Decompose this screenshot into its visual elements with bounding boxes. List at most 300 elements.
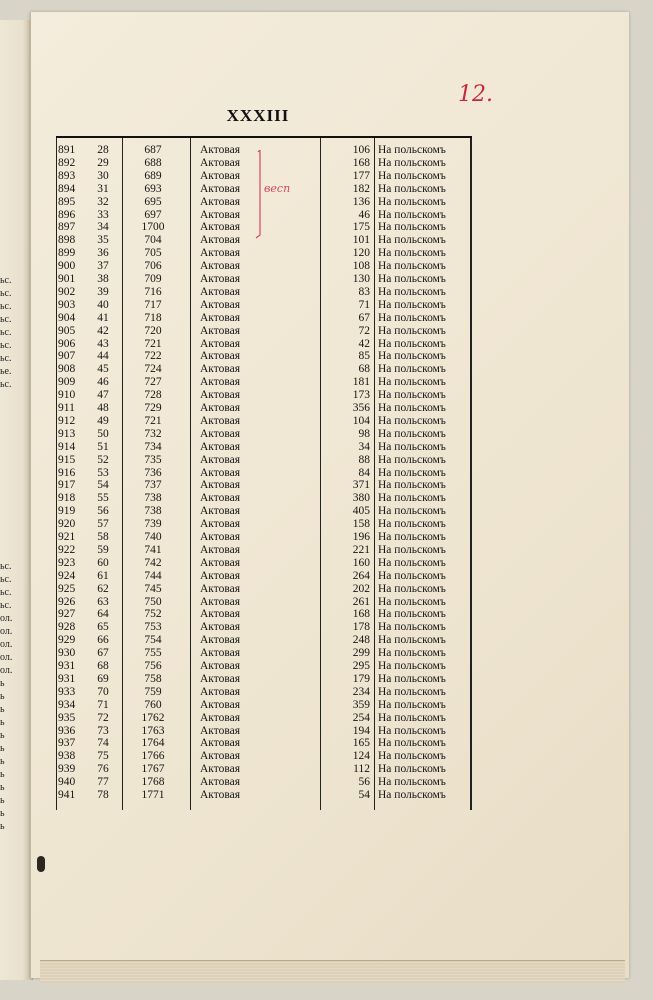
document-number-cell: 758 <box>144 672 162 685</box>
document-type-cell: Актовая <box>200 273 241 285</box>
table-row <box>56 750 472 763</box>
table-row <box>56 170 472 183</box>
entry-number-cell: 912 <box>58 414 76 427</box>
entry-number-cell: 929 <box>58 634 76 647</box>
item-number-cell: 29 <box>97 156 109 169</box>
language-cell: На польскомъ <box>378 711 446 724</box>
left-page-fragment: ь <box>0 782 5 793</box>
item-number-cell: 59 <box>97 543 109 556</box>
item-number-cell: 36 <box>97 247 109 260</box>
language-cell: На польскомъ <box>378 182 446 195</box>
language-cell: На польскомъ <box>378 492 446 505</box>
page-count-cell: 254 <box>352 711 370 724</box>
document-number-cell: 695 <box>144 195 162 208</box>
document-type-cell: Актовая <box>200 156 241 169</box>
page-count-cell: 120 <box>352 247 370 260</box>
document-number-cell: 729 <box>144 402 162 414</box>
item-number-cell: 71 <box>97 698 109 711</box>
item-number-cell: 65 <box>97 621 109 634</box>
document-type-cell: Актовая <box>200 144 241 156</box>
table-row <box>56 144 472 157</box>
document-number-cell: 721 <box>144 337 162 350</box>
document-type-cell: Актовая <box>200 698 241 711</box>
language-cell: На польскомъ <box>378 350 446 363</box>
item-number-cell: 68 <box>97 660 109 672</box>
page-count-cell: 371 <box>352 479 370 492</box>
language-cell: На польскомъ <box>378 298 446 311</box>
document-type-cell: Актовая <box>200 492 241 505</box>
entry-number-cell: 935 <box>58 711 76 724</box>
document-type-cell: Актовая <box>200 789 241 801</box>
document-type-cell: Актовая <box>200 376 241 389</box>
table-row <box>56 350 472 363</box>
document-number-cell: 1762 <box>141 711 165 724</box>
entry-number-cell: 937 <box>58 737 76 750</box>
page-count-cell: 42 <box>358 337 370 350</box>
entry-number-cell: 903 <box>58 298 76 311</box>
table-row <box>56 505 472 518</box>
document-type-cell: Актовая <box>200 634 241 647</box>
page-count-cell: 234 <box>352 685 370 698</box>
page-count-cell: 248 <box>352 634 370 647</box>
document-type-cell: Актовая <box>200 660 241 672</box>
entry-number-cell: 898 <box>58 234 76 247</box>
document-number-cell: 745 <box>144 582 162 595</box>
item-number-cell: 39 <box>97 285 109 298</box>
left-page-fragment: ь <box>0 704 5 715</box>
entry-number-cell: 902 <box>58 285 76 298</box>
left-page-fragment: ьс. <box>0 353 12 364</box>
entry-number-cell: 891 <box>58 144 76 156</box>
document-number-cell: 739 <box>144 518 162 531</box>
entry-number-cell: 938 <box>58 750 76 763</box>
document-number-cell: 709 <box>144 273 162 285</box>
left-page-fragment: ь <box>0 743 5 754</box>
table-row <box>56 647 472 660</box>
entry-number-cell: 904 <box>58 311 76 324</box>
left-page-fragment <box>0 521 14 534</box>
page-count-cell: 202 <box>352 582 370 595</box>
document-type-cell: Актовая <box>200 518 241 531</box>
page-count-cell: 71 <box>358 298 370 311</box>
page-count-cell: 165 <box>352 737 370 750</box>
document-number-cell: 742 <box>144 556 162 569</box>
language-cell: На польскомъ <box>378 156 446 169</box>
document-type-cell: Актовая <box>200 389 241 402</box>
document-type-cell: Актовая <box>200 324 241 337</box>
item-number-cell: 77 <box>97 776 109 789</box>
table-row <box>56 286 472 299</box>
table-row <box>56 389 472 402</box>
table-row <box>56 544 472 557</box>
left-page-fragment <box>0 508 14 521</box>
language-cell: На польскомъ <box>378 144 446 156</box>
entry-number-cell: 933 <box>58 685 76 698</box>
language-cell: На польскомъ <box>378 569 446 582</box>
table-row <box>56 454 472 467</box>
item-number-cell: 70 <box>97 685 109 698</box>
item-number-cell: 31 <box>97 182 109 195</box>
page-count-cell: 104 <box>352 414 370 427</box>
document-number-cell: 720 <box>144 324 162 337</box>
table-row <box>56 789 472 802</box>
entry-number-cell: 893 <box>58 169 76 182</box>
item-number-cell: 30 <box>97 169 109 182</box>
folio-annotation: 12. <box>458 82 493 107</box>
left-page-fragment <box>0 482 14 495</box>
page-count-cell: 356 <box>352 402 370 414</box>
language-cell: На польскомъ <box>378 260 446 273</box>
document-number-cell: 706 <box>144 260 162 273</box>
page-count-cell: 85 <box>358 350 370 363</box>
table-row <box>56 299 472 312</box>
margin-annotation-text: весn <box>264 182 290 195</box>
page-count-cell: 380 <box>352 492 370 505</box>
table-row <box>56 763 472 776</box>
entry-number-cell: 917 <box>58 479 76 492</box>
left-page-fragment <box>0 456 14 469</box>
entry-number-cell: 941 <box>58 789 76 801</box>
left-page-fragment: ьс. <box>0 275 12 286</box>
register-table <box>56 136 472 810</box>
document-type-cell: Актовая <box>200 285 241 298</box>
document-number-cell: 1763 <box>141 724 165 737</box>
left-page-fragment: ьс. <box>0 314 12 325</box>
document-number-cell: 756 <box>144 660 162 672</box>
table-row <box>56 428 472 441</box>
entry-number-cell: 931 <box>58 672 76 685</box>
item-number-cell: 54 <box>97 479 109 492</box>
document-number-cell: 689 <box>144 169 162 182</box>
page-count-cell: 106 <box>352 144 370 156</box>
entry-number-cell: 892 <box>58 156 76 169</box>
page-count-cell: 54 <box>358 789 370 801</box>
entry-number-cell: 919 <box>58 505 76 518</box>
document-type-cell: Актовая <box>200 543 241 556</box>
left-page-fragment: ьс. <box>0 301 12 312</box>
page-count-cell: 179 <box>352 672 370 685</box>
item-number-cell: 42 <box>97 324 109 337</box>
table-row <box>56 157 472 170</box>
item-number-cell: 50 <box>97 427 109 440</box>
document-type-cell: Актовая <box>200 763 241 776</box>
entry-number-cell: 934 <box>58 698 76 711</box>
language-cell: На польскомъ <box>378 195 446 208</box>
table-row <box>56 608 472 621</box>
item-number-cell: 51 <box>97 440 109 453</box>
language-cell: На польскомъ <box>378 169 446 182</box>
item-number-cell: 46 <box>97 376 109 389</box>
item-number-cell: 73 <box>97 724 109 737</box>
language-cell: На польскомъ <box>378 518 446 531</box>
item-number-cell: 44 <box>97 350 109 363</box>
document-type-cell: Актовая <box>200 402 241 414</box>
page-count-cell: 160 <box>352 556 370 569</box>
item-number-cell: 41 <box>97 311 109 324</box>
language-cell: На польскомъ <box>378 789 446 801</box>
left-page-fragment <box>0 430 14 443</box>
item-number-cell: 74 <box>97 737 109 750</box>
language-cell: На польскомъ <box>378 672 446 685</box>
left-page-fragment: ол. <box>0 639 13 650</box>
document-number-cell: 718 <box>144 311 162 324</box>
item-number-cell: 64 <box>97 608 109 621</box>
document-number-cell: 740 <box>144 531 162 543</box>
page-count-cell: 108 <box>352 260 370 273</box>
table-row <box>56 570 472 583</box>
left-page-fragment: ь <box>0 678 5 689</box>
document-type-cell: Актовая <box>200 414 241 427</box>
document-type-cell: Актовая <box>200 311 241 324</box>
document-number-cell: 687 <box>144 144 162 156</box>
item-number-cell: 28 <box>97 144 109 156</box>
document-number-cell: 741 <box>144 543 162 556</box>
language-cell: На польскомъ <box>378 531 446 543</box>
language-cell: На польскомъ <box>378 414 446 427</box>
document-number-cell: 705 <box>144 247 162 260</box>
item-number-cell: 58 <box>97 531 109 543</box>
binding-hole <box>37 856 45 872</box>
table-row <box>56 260 472 273</box>
table-row <box>56 583 472 596</box>
item-number-cell: 32 <box>97 195 109 208</box>
page-count-cell: 261 <box>352 595 370 608</box>
language-cell: На польскомъ <box>378 273 446 285</box>
language-cell: На польскомъ <box>378 582 446 595</box>
item-number-cell: 34 <box>97 221 109 234</box>
table-row <box>56 712 472 725</box>
language-cell: На польскомъ <box>378 453 446 466</box>
item-number-cell: 43 <box>97 337 109 350</box>
left-page-fragment: ь <box>0 808 5 819</box>
language-cell: На польскомъ <box>378 505 446 518</box>
left-page-fragment: ьс. <box>0 561 12 572</box>
language-cell: На польскомъ <box>378 685 446 698</box>
entry-number-cell: 940 <box>58 776 76 789</box>
page-count-cell: 88 <box>358 453 370 466</box>
document-number-cell: 750 <box>144 595 162 608</box>
document-number-cell: 727 <box>144 376 162 389</box>
table-row <box>56 325 472 338</box>
item-number-cell: 76 <box>97 763 109 776</box>
page-count-cell: 158 <box>352 518 370 531</box>
left-page-fragment <box>0 443 14 456</box>
language-cell: На польскомъ <box>378 427 446 440</box>
page-count-cell: 34 <box>358 440 370 453</box>
page-count-cell: 295 <box>352 660 370 672</box>
page-count-cell: 68 <box>358 363 370 376</box>
table-row <box>56 338 472 351</box>
item-number-cell: 38 <box>97 273 109 285</box>
document-type-cell: Актовая <box>200 569 241 582</box>
entry-number-cell: 897 <box>58 221 76 234</box>
table-row <box>56 415 472 428</box>
table-row <box>56 441 472 454</box>
table-row <box>56 402 472 415</box>
document-type-cell: Актовая <box>200 195 241 208</box>
language-cell: На польскомъ <box>378 647 446 660</box>
item-number-cell: 52 <box>97 453 109 466</box>
left-page-fragment: ьс. <box>0 587 12 598</box>
table-row <box>56 686 472 699</box>
left-page-fragment: ьс. <box>0 327 12 338</box>
language-cell: На польскомъ <box>378 376 446 389</box>
document-type-cell: Актовая <box>200 169 241 182</box>
page-count-cell: 83 <box>358 285 370 298</box>
document-number-cell: 716 <box>144 285 162 298</box>
table-row <box>56 660 472 673</box>
table-row <box>56 737 472 750</box>
table-row <box>56 621 472 634</box>
language-cell: На польскомъ <box>378 698 446 711</box>
entry-number-cell: 915 <box>58 453 76 466</box>
item-number-cell: 57 <box>97 518 109 531</box>
language-cell: На польскомъ <box>378 621 446 634</box>
language-cell: На польскомъ <box>378 466 446 479</box>
entry-number-cell: 908 <box>58 363 76 376</box>
left-page-fragment: ьс. <box>0 379 12 390</box>
table-row <box>56 518 472 531</box>
item-number-cell: 78 <box>97 789 109 801</box>
entry-number-cell: 901 <box>58 273 76 285</box>
page-count-cell: 175 <box>352 221 370 234</box>
document-type-cell: Актовая <box>200 711 241 724</box>
entry-number-cell: 931 <box>58 660 76 672</box>
page-heading: XXXIII <box>226 106 290 125</box>
document-type-cell: Актовая <box>200 427 241 440</box>
language-cell: На польскомъ <box>378 660 446 672</box>
document-type-cell: Актовая <box>200 221 241 234</box>
document-type-cell: Актовая <box>200 737 241 750</box>
left-page-fragment: ьс. <box>0 288 12 299</box>
entry-number-cell: 909 <box>58 376 76 389</box>
document-type-cell: Актовая <box>200 363 241 376</box>
entry-number-cell: 899 <box>58 247 76 260</box>
document-number-cell: 728 <box>144 389 162 402</box>
left-page-fragment <box>0 547 14 560</box>
document-number-cell: 744 <box>144 569 162 582</box>
page-count-cell: 196 <box>352 531 370 543</box>
document-number-cell: 753 <box>144 621 162 634</box>
left-page-edge <box>0 20 33 980</box>
entry-number-cell: 923 <box>58 556 76 569</box>
left-page-fragment: ь <box>0 821 5 832</box>
table-row <box>56 557 472 570</box>
item-number-cell: 48 <box>97 402 109 414</box>
page-count-cell: 124 <box>352 750 370 763</box>
left-page-fragment: ьс. <box>0 574 12 585</box>
document-type-cell: Актовая <box>200 608 241 621</box>
document-number-cell: 717 <box>144 298 162 311</box>
page-count-cell: 177 <box>352 169 370 182</box>
entry-number-cell: 900 <box>58 260 76 273</box>
page-count-cell: 168 <box>352 608 370 621</box>
entry-number-cell: 907 <box>58 350 76 363</box>
language-cell: На польскомъ <box>378 776 446 789</box>
page-count-cell: 67 <box>358 311 370 324</box>
page-count-cell: 359 <box>352 698 370 711</box>
entry-number-cell: 939 <box>58 763 76 776</box>
language-cell: На польскомъ <box>378 247 446 260</box>
document-type-cell: Актовая <box>200 298 241 311</box>
left-page-fragment: ол. <box>0 665 13 676</box>
page-count-cell: 173 <box>352 389 370 402</box>
document-type-cell: Актовая <box>200 724 241 737</box>
item-number-cell: 45 <box>97 363 109 376</box>
entry-number-cell: 921 <box>58 531 76 543</box>
document-type-cell: Актовая <box>200 208 241 221</box>
language-cell: На польскомъ <box>378 556 446 569</box>
document-number-cell: 724 <box>144 363 162 376</box>
document-number-cell: 737 <box>144 479 162 492</box>
language-cell: На польскомъ <box>378 440 446 453</box>
entry-number-cell: 920 <box>58 518 76 531</box>
document-number-cell: 1766 <box>141 750 165 763</box>
item-number-cell: 37 <box>97 260 109 273</box>
document-type-cell: Актовая <box>200 556 241 569</box>
entry-number-cell: 918 <box>58 492 76 505</box>
document-type-cell: Актовая <box>200 621 241 634</box>
left-page-fragment <box>0 495 14 508</box>
table-row <box>56 725 472 738</box>
page-count-cell: 405 <box>352 505 370 518</box>
left-page-fragment: ье. <box>0 366 12 377</box>
language-cell: На польскомъ <box>378 479 446 492</box>
document-number-cell: 704 <box>144 234 162 247</box>
item-number-cell: 61 <box>97 569 109 582</box>
document-number-cell: 1771 <box>141 789 165 801</box>
document-number-cell: 736 <box>144 466 162 479</box>
entry-number-cell: 914 <box>58 440 76 453</box>
page-count-cell: 178 <box>352 621 370 634</box>
table-row <box>56 699 472 712</box>
language-cell: На польскомъ <box>378 285 446 298</box>
page-count-cell: 98 <box>358 427 370 440</box>
document-number-cell: 734 <box>144 440 162 453</box>
document-number-cell: 738 <box>144 505 162 518</box>
left-page-fragment <box>0 404 14 417</box>
language-cell: На польскомъ <box>378 311 446 324</box>
left-page-fragment <box>0 417 14 430</box>
language-cell: На польскомъ <box>378 724 446 737</box>
document-number-cell: 688 <box>144 156 162 169</box>
table-row <box>56 363 472 376</box>
table-row <box>56 531 472 544</box>
document-type-cell: Актовая <box>200 776 241 789</box>
document-number-cell: 755 <box>144 647 162 660</box>
entry-number-cell: 906 <box>58 337 76 350</box>
document-number-cell: 759 <box>144 685 162 698</box>
item-number-cell: 63 <box>97 595 109 608</box>
document-number-cell: 760 <box>144 698 162 711</box>
document-type-cell: Актовая <box>200 234 241 247</box>
table-row <box>56 221 472 234</box>
item-number-cell: 53 <box>97 466 109 479</box>
language-cell: На польскомъ <box>378 402 446 414</box>
table-row <box>56 467 472 480</box>
left-page-fragment <box>0 534 14 547</box>
document-type-cell: Актовая <box>200 672 241 685</box>
page-count-cell: 130 <box>352 273 370 285</box>
language-cell: На польскомъ <box>378 234 446 247</box>
table-row <box>56 634 472 647</box>
document-number-cell: 1767 <box>141 763 165 776</box>
language-cell: На польскомъ <box>378 337 446 350</box>
document-type-cell: Актовая <box>200 440 241 453</box>
document-type-cell: Актовая <box>200 685 241 698</box>
item-number-cell: 33 <box>97 208 109 221</box>
document-type-cell: Актовая <box>200 260 241 273</box>
